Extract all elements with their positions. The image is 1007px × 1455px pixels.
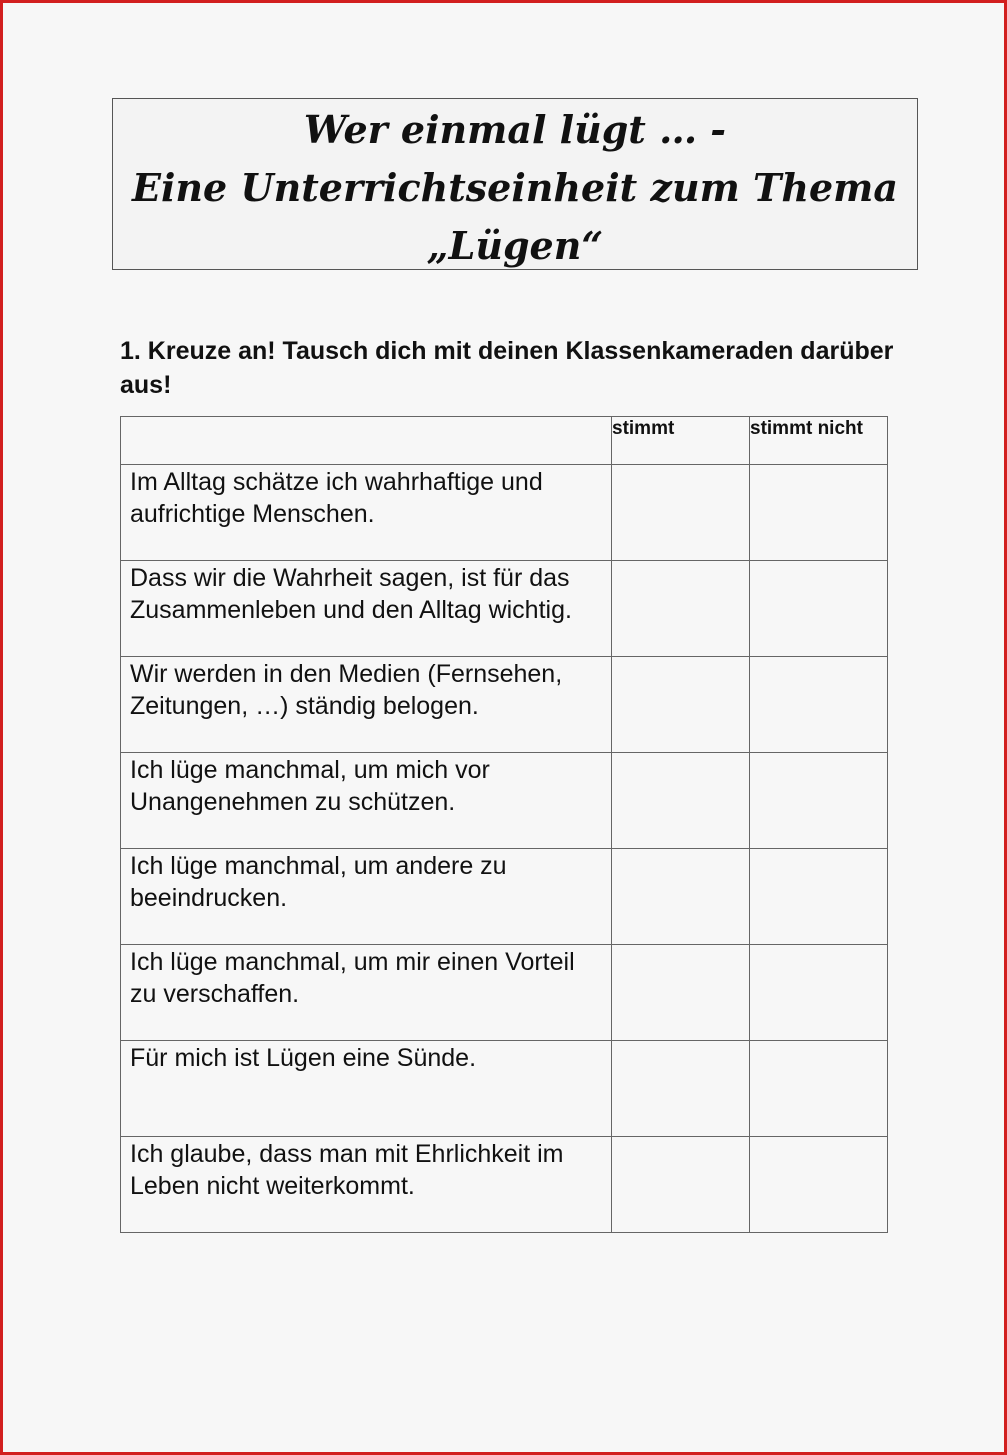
disagree-checkbox-cell[interactable] xyxy=(750,945,888,1041)
statement-cell: Dass wir die Wahrheit sagen, ist für das Zusammenleben und den Alltag wichtig. xyxy=(121,561,612,657)
disagree-checkbox-cell[interactable] xyxy=(750,1041,888,1137)
disagree-checkbox-cell[interactable] xyxy=(750,657,888,753)
agree-checkbox-cell[interactable] xyxy=(612,753,750,849)
table-row xyxy=(121,1137,888,1233)
agree-checkbox-cell[interactable] xyxy=(612,465,750,561)
disagree-checkbox-cell[interactable] xyxy=(750,465,888,561)
agree-checkbox-cell[interactable] xyxy=(612,657,750,753)
table-row xyxy=(121,945,888,1041)
title-box xyxy=(112,98,918,270)
table-row xyxy=(121,753,888,849)
table-row xyxy=(121,1041,888,1137)
statement-cell: Ich lüge manchmal, um mich vor Unangenehmen zu schützen. xyxy=(121,753,612,849)
disagree-checkbox-cell[interactable] xyxy=(750,561,888,657)
survey-table xyxy=(120,416,888,1233)
statement-cell: Ich lüge manchmal, um andere zu beeindrucken. xyxy=(121,849,612,945)
agree-checkbox-cell[interactable] xyxy=(612,945,750,1041)
statement-cell: Für mich ist Lügen eine Sünde. xyxy=(121,1041,612,1137)
table-header-row xyxy=(121,417,888,465)
agree-checkbox-cell[interactable] xyxy=(612,561,750,657)
agree-checkbox-cell[interactable] xyxy=(612,849,750,945)
statement-cell: Ich glaube, dass man mit Ehrlichkeit im Leben nicht weiterkommt. xyxy=(121,1137,612,1233)
disagree-checkbox-cell[interactable] xyxy=(750,753,888,849)
disagree-checkbox-cell[interactable] xyxy=(750,849,888,945)
table-row xyxy=(121,561,888,657)
header-disagree: stimmt nicht xyxy=(750,417,888,465)
table-row xyxy=(121,465,888,561)
task-instruction: 1. Kreuze an! Tausch dich mit deinen Klassenkameraden darüber aus! xyxy=(120,337,894,399)
title-line-2: Eine Unterrichtseinheit zum Thema xyxy=(132,165,898,210)
statement-cell: Wir werden in den Medien (Fernsehen, Zeitungen, …) ständig belogen. xyxy=(121,657,612,753)
statement-cell: Im Alltag schätze ich wahrhaftige und aufrichtige Menschen. xyxy=(121,465,612,561)
disagree-checkbox-cell[interactable] xyxy=(750,1137,888,1233)
header-statement xyxy=(121,417,612,465)
agree-checkbox-cell[interactable] xyxy=(612,1041,750,1137)
statement-cell: Ich lüge manchmal, um mir einen Vorteil zu verschaffen. xyxy=(121,945,612,1041)
title-line-1: Wer einmal lügt … - xyxy=(303,107,727,152)
table-row xyxy=(121,849,888,945)
title-line-3: „Lügen“ xyxy=(426,223,604,268)
table-row xyxy=(121,657,888,753)
agree-checkbox-cell[interactable] xyxy=(612,1137,750,1233)
header-agree: stimmt xyxy=(612,417,750,465)
